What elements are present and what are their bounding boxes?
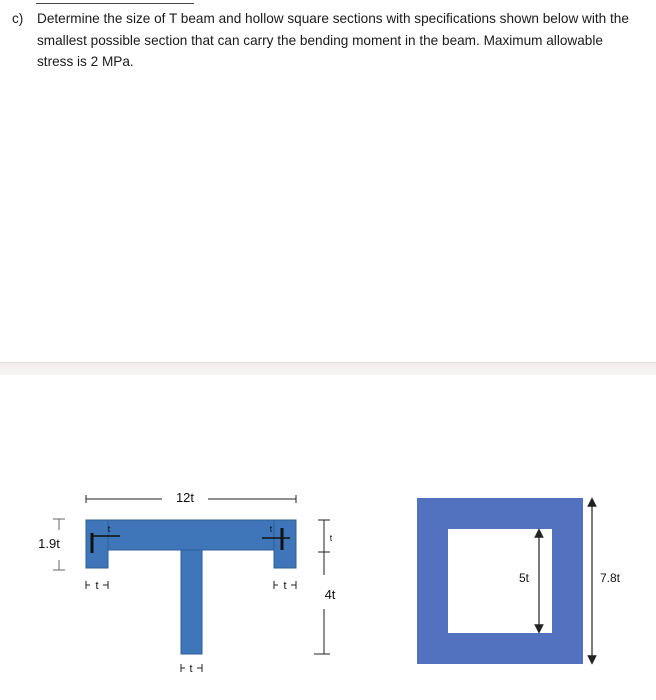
question-marker: c) xyxy=(12,11,24,26)
inner-dimension-label: 5t xyxy=(518,571,530,585)
left-plate-label: t xyxy=(107,524,111,534)
t-beam-flange xyxy=(86,520,296,550)
right-plate-width-label: t xyxy=(283,580,287,592)
hollow-square-section xyxy=(417,498,621,664)
t-beam-web xyxy=(181,550,202,654)
t-beam-section xyxy=(38,490,336,675)
hollow-square-inner xyxy=(448,529,552,633)
t-beam-left-edge-plate xyxy=(86,520,108,568)
flange-thickness-label: 1.9t xyxy=(38,536,60,551)
left-plate-width-label: t xyxy=(95,580,99,592)
question-text: Determine the size of T beam and hollow square sections with specifications shown below with the smallest possible section that can carry the bending moment in the beam. Maximum allowable stress is 2 MPa. xyxy=(37,11,629,69)
flange-width-label: 12t xyxy=(175,490,195,505)
depth-label: 4t xyxy=(324,587,336,602)
t-beam-right-edge-plate xyxy=(274,520,296,568)
right-plate-label: t xyxy=(269,524,273,534)
depth-small-label: t xyxy=(329,533,333,543)
web-width-label: t xyxy=(189,663,193,675)
outer-dimension-label: 7.8t xyxy=(599,571,621,585)
